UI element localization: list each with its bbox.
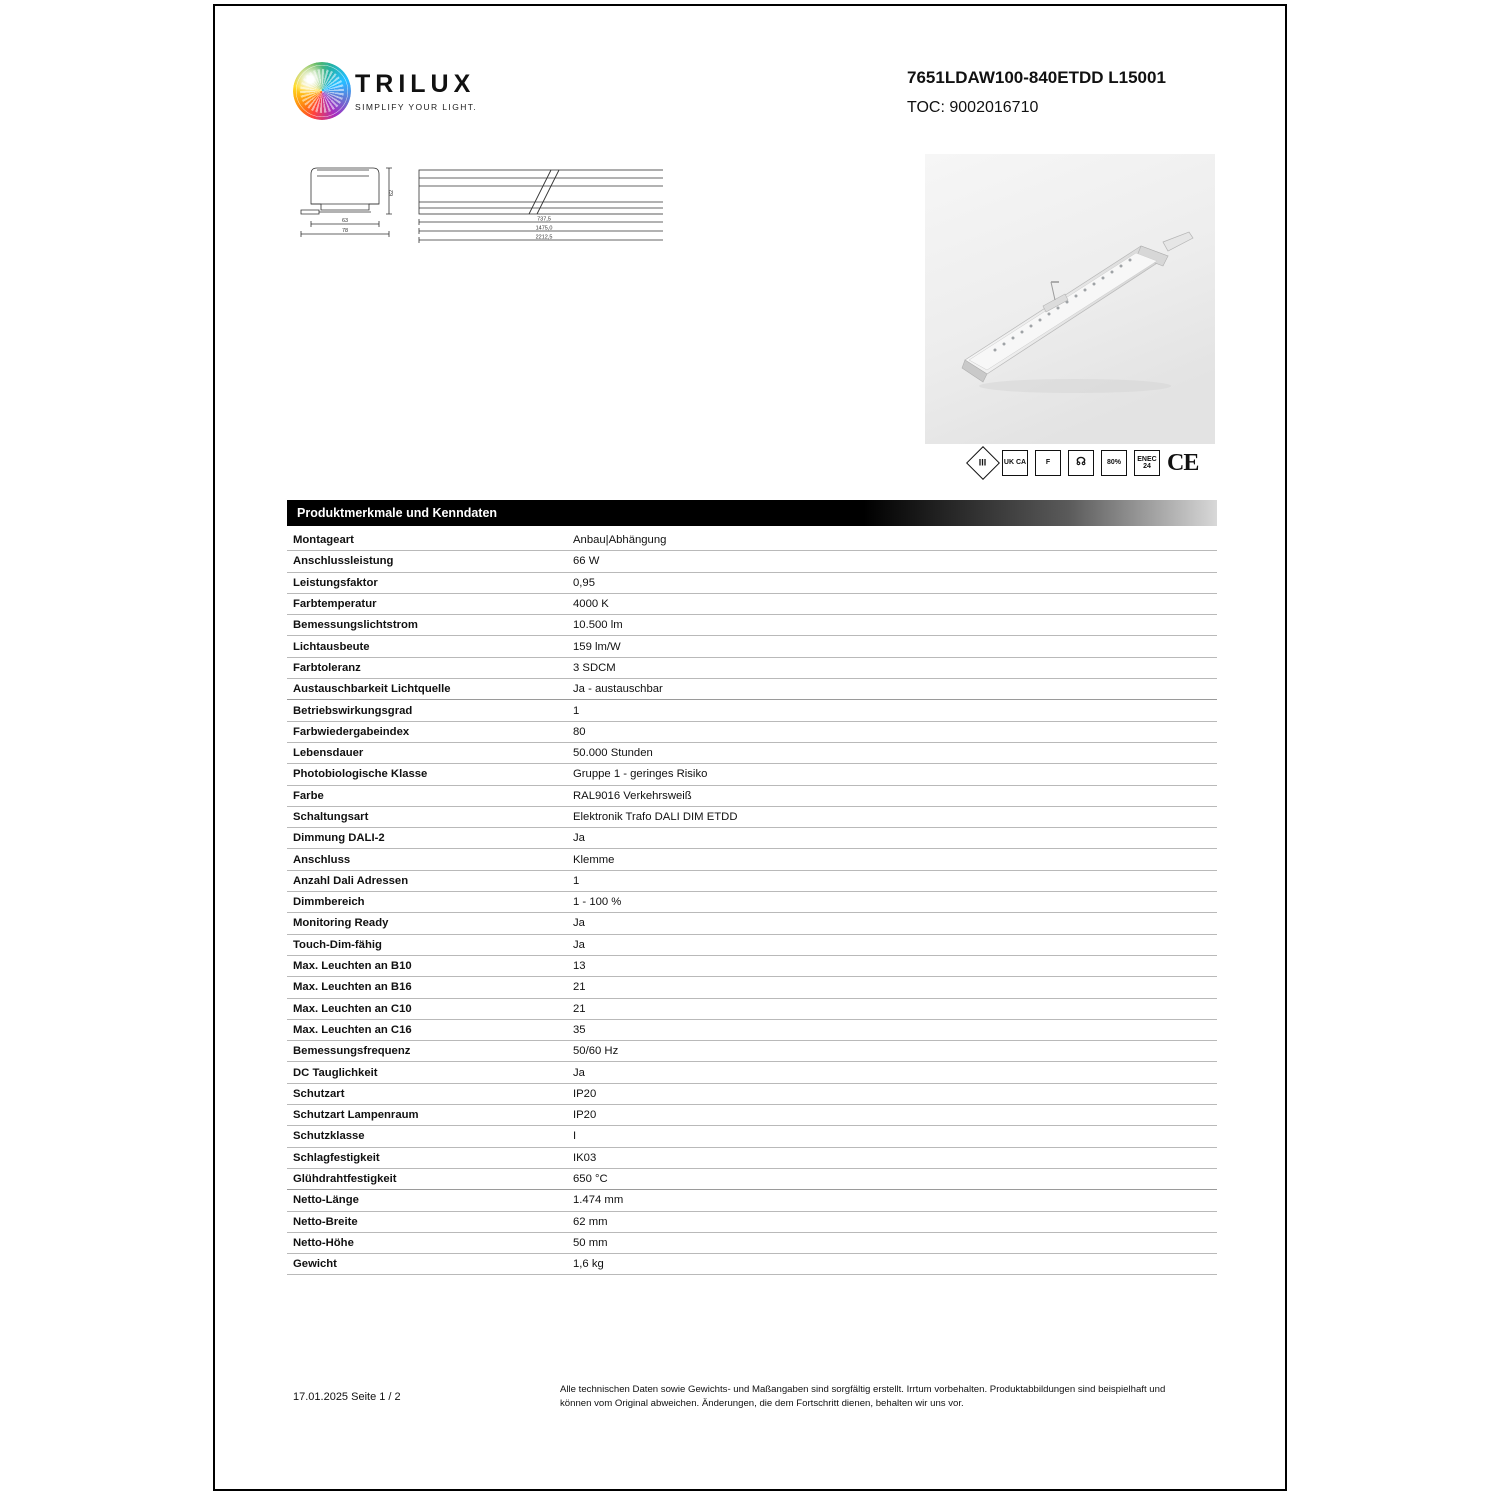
spec-value: 80 xyxy=(571,721,1217,742)
spec-value: 50.000 Stunden xyxy=(571,742,1217,763)
spec-key: Max. Leuchten an B10 xyxy=(287,955,571,976)
spec-key: Max. Leuchten an C10 xyxy=(287,998,571,1019)
spec-value: Elektronik Trafo DALI DIM ETDD xyxy=(571,806,1217,827)
spec-value: 650 °C xyxy=(571,1168,1217,1189)
spec-value: RAL9016 Verkehrsweiß xyxy=(571,785,1217,806)
brand-logo xyxy=(293,62,513,124)
spec-value: 21 xyxy=(571,977,1217,998)
table-row xyxy=(287,742,1217,763)
certification-badges xyxy=(971,446,1219,480)
spec-key: Max. Leuchten an B16 xyxy=(287,977,571,998)
trilux-sphere-logo-icon xyxy=(293,62,351,120)
spec-value: 21 xyxy=(571,998,1217,1019)
spec-key: Schaltungsart xyxy=(287,806,571,827)
table-row xyxy=(287,551,1217,572)
table-row xyxy=(287,1190,1217,1211)
footer-disclaimer: Alle technischen Daten sowie Gewichts- und Maßangaben sind sorgfältig erstellt. Irrtum vorbehalten. Produktabbildungen sind beispielhaft und können vom Original abweichen. Änderungen, die dem Fortschritt dienen, behalten wir uns vor. xyxy=(560,1384,1166,1410)
spec-key: Anschluss xyxy=(287,849,571,870)
spec-key: Austauschbarkeit Lichtquelle xyxy=(287,679,571,700)
table-row xyxy=(287,679,1217,700)
spec-value: 62 mm xyxy=(571,1211,1217,1232)
spec-value: IK03 xyxy=(571,1147,1217,1168)
document-header xyxy=(687,68,1207,117)
table-row xyxy=(287,1254,1217,1275)
ce-badge-icon xyxy=(1167,451,1198,475)
spec-key: Montageart xyxy=(287,530,571,551)
table-row xyxy=(287,593,1217,614)
product-specification-table xyxy=(287,530,1217,1275)
table-row xyxy=(287,998,1217,1019)
spec-value: 159 lm/W xyxy=(571,636,1217,657)
spec-key: Netto-Höhe xyxy=(287,1232,571,1253)
spec-value: I xyxy=(571,1126,1217,1147)
spec-value: Ja - austauschbar xyxy=(571,679,1217,700)
drawing-length-2: 1475,0 xyxy=(535,225,553,232)
spec-value: 35 xyxy=(571,1019,1217,1040)
spec-value: Ja xyxy=(571,828,1217,849)
table-row xyxy=(287,955,1217,976)
table-row xyxy=(287,1211,1217,1232)
led-module-label: 80% xyxy=(1106,459,1121,467)
enec-label: ENEC 24 xyxy=(1137,455,1157,470)
table-row xyxy=(287,1232,1217,1253)
spec-value: 1,6 kg xyxy=(571,1254,1217,1275)
ukca-badge-icon xyxy=(1002,450,1028,476)
table-row xyxy=(287,1041,1217,1062)
table-row xyxy=(287,657,1217,678)
spec-value: 3 SDCM xyxy=(571,657,1217,678)
spec-value: 4000 K xyxy=(571,593,1217,614)
table-row xyxy=(287,870,1217,891)
table-row xyxy=(287,636,1217,657)
ce-label: CE xyxy=(1167,450,1199,476)
spec-value: 10.500 lm xyxy=(571,615,1217,636)
svg-text:62: 62 xyxy=(389,189,395,197)
svg-text:78: 78 xyxy=(341,228,349,234)
brand-wordmark xyxy=(355,72,477,112)
table-row xyxy=(287,530,1217,551)
spec-value: Ja xyxy=(571,913,1217,934)
spec-key: Netto-Länge xyxy=(287,1190,571,1211)
spec-value: Klemme xyxy=(571,849,1217,870)
spec-value: 1 - 100 % xyxy=(571,892,1217,913)
table-row xyxy=(287,849,1217,870)
spec-key: Netto-Breite xyxy=(287,1211,571,1232)
table-row xyxy=(287,828,1217,849)
protection-class-3-badge-icon xyxy=(966,446,1000,480)
brand-name: TRILUX xyxy=(355,70,476,98)
spec-key: Dimmbereich xyxy=(287,892,571,913)
table-row xyxy=(287,1019,1217,1040)
spec-value: 13 xyxy=(571,955,1217,976)
table-row xyxy=(287,785,1217,806)
table-row xyxy=(287,615,1217,636)
spec-key: Schutzart xyxy=(287,1083,571,1104)
spec-key: Lichtausbeute xyxy=(287,636,571,657)
table-row xyxy=(287,977,1217,998)
table-row xyxy=(287,1062,1217,1083)
table-row xyxy=(287,764,1217,785)
technical-dimension-drawing xyxy=(293,156,663,276)
spec-value: Anbau|Abhängung xyxy=(571,530,1217,551)
brand-tagline: SIMPLIFY YOUR LIGHT. xyxy=(355,102,478,112)
enec-badge-icon xyxy=(1134,450,1160,476)
table-row xyxy=(287,700,1217,721)
spec-key: Lebensdauer xyxy=(287,742,571,763)
product-photo xyxy=(925,154,1215,444)
spec-value: 0,95 xyxy=(571,572,1217,593)
svg-text:63: 63 xyxy=(341,218,349,224)
table-row xyxy=(287,913,1217,934)
spec-value: IP20 xyxy=(571,1083,1217,1104)
spec-key: Dimmung DALI-2 xyxy=(287,828,571,849)
table-row xyxy=(287,1126,1217,1147)
table-row xyxy=(287,892,1217,913)
spec-key: Schutzklasse xyxy=(287,1126,571,1147)
table-row xyxy=(287,806,1217,827)
spec-value: 66 W xyxy=(571,551,1217,572)
section-header-title: Produktmerkmale und Kenndaten xyxy=(297,506,498,520)
protection-class-3-label: III xyxy=(979,457,987,468)
ukca-label: UK CA xyxy=(1003,459,1027,467)
spec-key: Schutzart Lampenraum xyxy=(287,1105,571,1126)
spec-key: Leistungsfaktor xyxy=(287,572,571,593)
spec-key: Monitoring Ready xyxy=(287,913,571,934)
spec-key: Bemessungslichtstrom xyxy=(287,615,571,636)
led-module-badge-icon xyxy=(1101,450,1127,476)
spec-value: Ja xyxy=(571,1062,1217,1083)
table-row xyxy=(287,1168,1217,1189)
weee-glyph: ☊ xyxy=(1076,456,1086,469)
spec-value: 1.474 mm xyxy=(571,1190,1217,1211)
spec-key: Bemessungsfrequenz xyxy=(287,1041,571,1062)
table-row xyxy=(287,1147,1217,1168)
document-page xyxy=(213,4,1287,1491)
spec-value: 1 xyxy=(571,870,1217,891)
spec-value: 50/60 Hz xyxy=(571,1041,1217,1062)
table-row xyxy=(287,934,1217,955)
spec-value: 1 xyxy=(571,700,1217,721)
spec-value: 50 mm xyxy=(571,1232,1217,1253)
spec-value: Ja xyxy=(571,934,1217,955)
spec-key: Max. Leuchten an C16 xyxy=(287,1019,571,1040)
table-row xyxy=(287,721,1217,742)
spec-key: Anschlussleistung xyxy=(287,551,571,572)
spec-key: Touch-Dim-fähig xyxy=(287,934,571,955)
f-mark-badge-icon xyxy=(1035,450,1061,476)
toc-number: TOC: 9002016710 xyxy=(907,99,1039,116)
spec-key: Farbwiedergabeindex xyxy=(287,721,571,742)
table-row xyxy=(287,1105,1217,1126)
table-row xyxy=(287,1083,1217,1104)
weee-badge-icon xyxy=(1068,450,1094,476)
spec-key: Farbtemperatur xyxy=(287,593,571,614)
spec-key: Betriebswirkungsgrad xyxy=(287,700,571,721)
spec-key: Anzahl Dali Adressen xyxy=(287,870,571,891)
spec-key: DC Tauglichkeit xyxy=(287,1062,571,1083)
spec-key: Farbtoleranz xyxy=(287,657,571,678)
spec-key: Glühdrahtfestigkeit xyxy=(287,1168,571,1189)
spec-value: IP20 xyxy=(571,1105,1217,1126)
spec-key: Farbe xyxy=(287,785,571,806)
drawing-length-3: 2212,5 xyxy=(535,234,553,241)
f-mark-label: F xyxy=(1045,459,1051,467)
drawing-length-1: 737,5 xyxy=(537,216,551,223)
spec-key: Photobiologische Klasse xyxy=(287,764,571,785)
footer-date-page: 17.01.2025 Seite 1 / 2 xyxy=(293,1391,401,1403)
spec-key: Schlagfestigkeit xyxy=(287,1147,571,1168)
table-row xyxy=(287,572,1217,593)
page-title: 7651LDAW100-840ETDD L15001 xyxy=(907,68,1166,87)
spec-key: Gewicht xyxy=(287,1254,571,1275)
spec-value: Gruppe 1 - geringes Risiko xyxy=(571,764,1217,785)
